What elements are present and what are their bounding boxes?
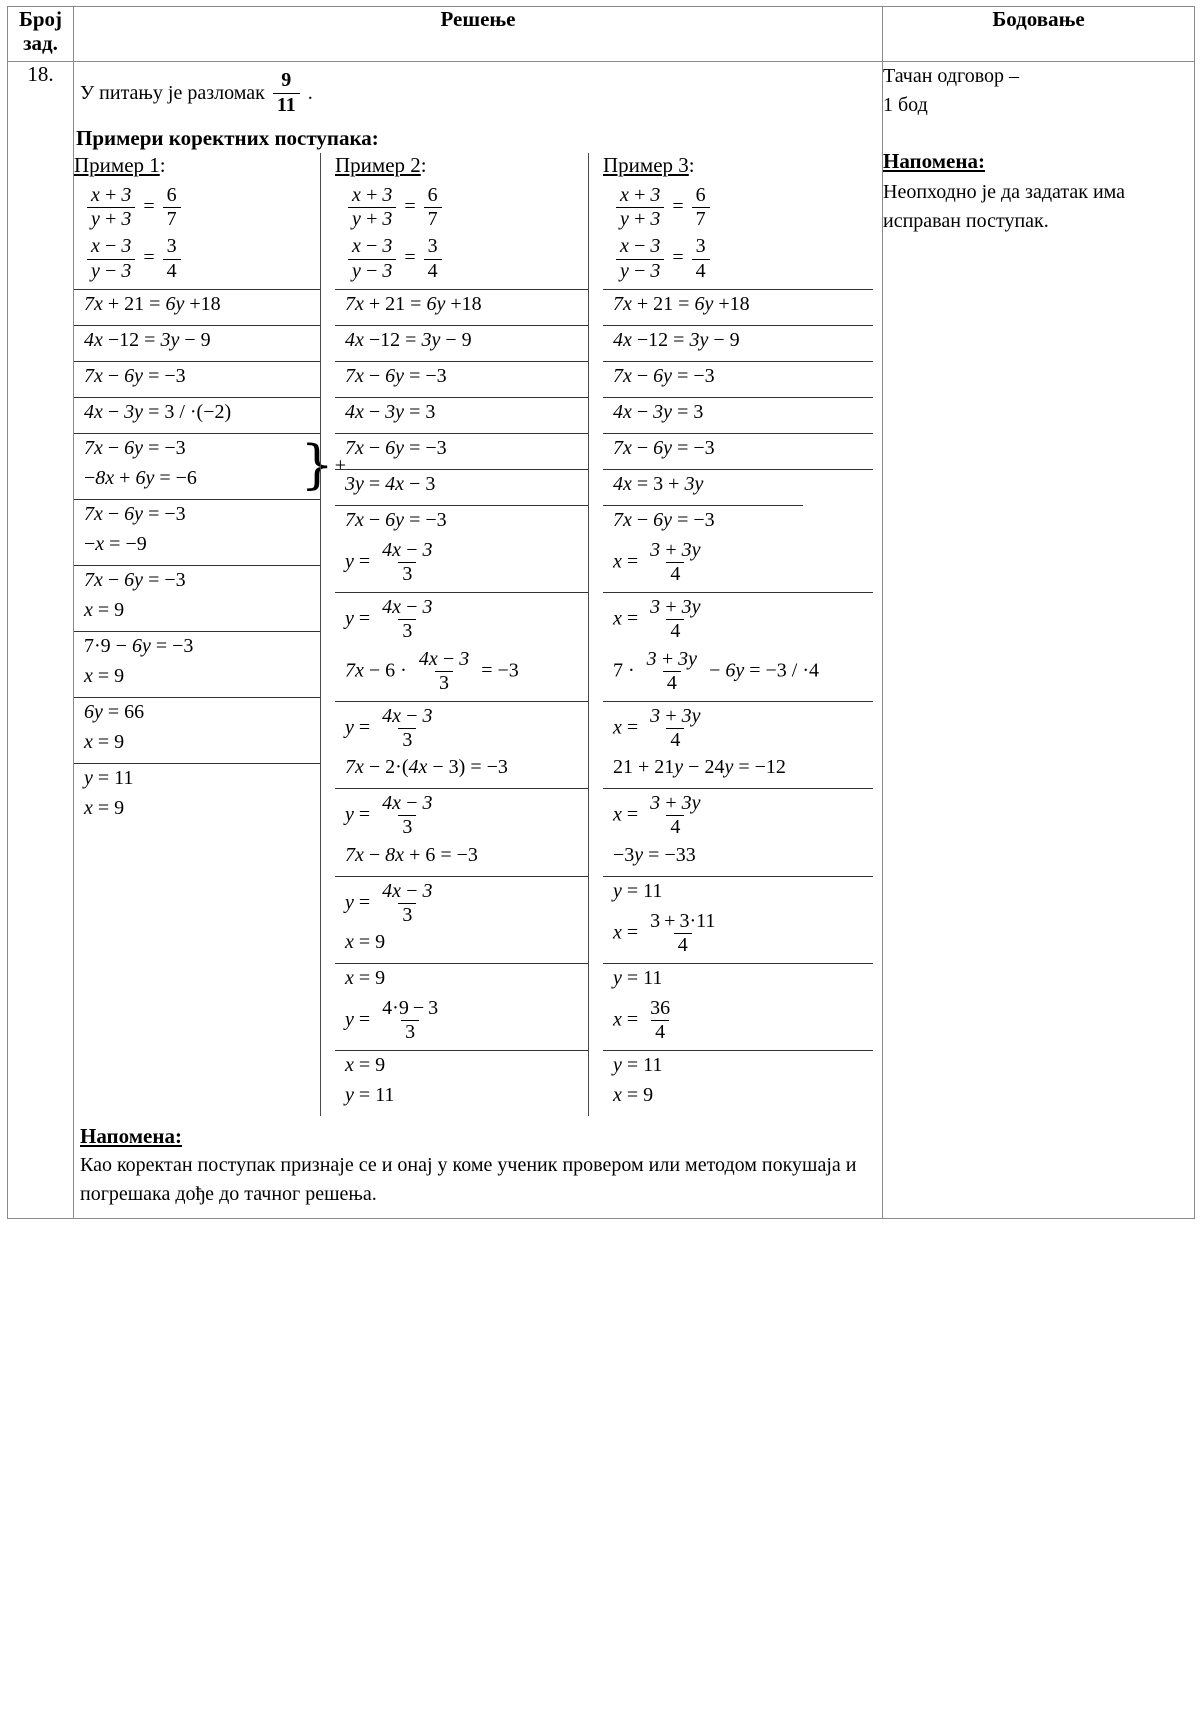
equation-line: y = 11	[345, 1084, 395, 1107]
column-header-scoring: Бодовање	[883, 7, 1195, 62]
equation-line: 7x − 6y = −3	[613, 364, 715, 387]
equation-line: $\frac{x + 3}{y + 3}$ = $\frac{6}{7}$	[74, 182, 320, 233]
task-number-header-line2: зад.	[23, 31, 58, 56]
step-group	[603, 434, 873, 470]
scoring-note-title: Напомена:	[883, 149, 985, 173]
step-group	[603, 506, 873, 593]
equation-line: −3y = −33	[613, 843, 696, 866]
step-group	[335, 1051, 588, 1116]
equation-line: y = $\frac{4x - 3}{3}$	[345, 596, 433, 643]
equation-line: 7x + 21 = 6y +18	[84, 292, 221, 315]
grading-table	[7, 6, 1195, 1219]
curly-brace-icon: }	[300, 435, 334, 496]
step-group	[603, 877, 873, 964]
equation-line: y = $\frac{4x - 3}{3}$	[345, 879, 433, 926]
equation-line: $\frac{x + 3}{y + 3}$ = $\frac{6}{7}$	[335, 182, 588, 233]
example-3-label-text: Пример 3	[603, 153, 689, 177]
equation-line: 7x − 6y = −3	[84, 436, 186, 459]
equation-line: x = 9	[84, 664, 125, 687]
example-1-label	[74, 153, 320, 178]
equation-line: 7x − 6y = −3	[84, 364, 186, 387]
example-3-steps	[603, 181, 873, 1116]
bottom-note-title-wrap	[80, 1124, 878, 1151]
example-1-column	[74, 153, 346, 1116]
step-group	[74, 290, 320, 326]
intro-fraction	[270, 70, 303, 115]
equation-line: $\frac{x + 3}{y + 3}$ = $\frac{6}{7}$	[603, 182, 873, 233]
equation-line: 4x − 3y = 3	[345, 400, 436, 423]
example-1-steps	[74, 181, 346, 829]
step-group	[603, 789, 873, 876]
scoring-note-title-wrap	[883, 146, 1194, 178]
step-group	[74, 764, 320, 829]
equation-line: x = $\frac{3 + 3y}{4}$	[613, 596, 701, 643]
bottom-note	[74, 1116, 882, 1218]
step-group	[335, 434, 588, 470]
equation-line: $\frac{x - 3}{y - 3}$ = $\frac{3}{4}$	[335, 233, 588, 284]
step-group	[603, 181, 873, 290]
example-2-label-text: Пример 2	[335, 153, 421, 177]
equation-line: 4x − 3y = 3 / ·(−2)	[84, 400, 232, 423]
example-2-steps	[335, 181, 588, 1116]
step-group	[335, 326, 588, 362]
intro-period: .	[307, 81, 313, 104]
example-1-label-colon: :	[159, 153, 166, 177]
equation-line: x = 9	[345, 931, 386, 953]
step-group	[335, 398, 588, 434]
intro-fraction-numerator: 9	[281, 69, 292, 92]
intro-fraction-denominator: 11	[273, 93, 300, 116]
step-group	[74, 500, 320, 566]
equation-line: x = 9	[345, 967, 386, 989]
task-number-cell: 18.	[8, 62, 74, 1219]
equation-line: 3y = 4x − 3	[345, 472, 436, 495]
equation-line: 4x −12 = 3y − 9	[613, 328, 740, 351]
correct-answer-line-2: 1 бод	[883, 94, 928, 116]
equation-line: x = 9	[84, 730, 125, 753]
equation-line: −8x + 6y = −6	[84, 466, 197, 489]
step-group	[335, 181, 588, 290]
equation-line: 4x −12 = 3y − 9	[345, 328, 472, 351]
step-group	[74, 566, 320, 632]
equation-line: 6y = 66	[84, 700, 145, 723]
step-group	[335, 702, 588, 789]
step-group	[335, 290, 588, 326]
step-group	[74, 698, 320, 764]
intro-line	[80, 66, 882, 120]
step-group	[74, 326, 320, 362]
equation-line: 21 + 21y − 24y = −12	[613, 756, 786, 779]
column-header-task-number	[8, 7, 74, 62]
step-group	[603, 702, 873, 789]
equation-line: x = $\frac{3 + 3y}{4}$	[613, 792, 701, 839]
example-2-label-colon: :	[420, 153, 427, 177]
equation-line: 7x − 6y = −3	[84, 502, 186, 525]
step-group	[74, 398, 320, 434]
equation-line: 7x − 6y = −3	[613, 508, 715, 531]
step-group	[74, 632, 320, 698]
step-group	[74, 362, 320, 398]
equation-line: x = 9	[613, 1084, 654, 1107]
equation-line: 7x + 21 = 6y +18	[613, 292, 750, 315]
equation-line: y = 11	[84, 766, 134, 789]
intro-text: У питању је разломак	[80, 81, 265, 104]
example-2-column	[320, 153, 588, 1116]
step-group	[603, 326, 873, 362]
scoring-cell	[883, 62, 1195, 1219]
equation-line: 7x − 2·(4x − 3) = −3	[345, 756, 508, 779]
equation-line: y = 11	[613, 967, 663, 989]
equation-line: x = 9	[84, 796, 125, 819]
step-group	[74, 181, 320, 290]
equation-line: 4x −12 = 3y − 9	[84, 328, 211, 351]
step-group	[335, 789, 588, 876]
equation-line: −x = −9	[84, 532, 147, 555]
step-group	[335, 362, 588, 398]
table-header-row	[8, 7, 1195, 62]
equation-line: 4x = 3 + 3y	[613, 472, 704, 495]
equation-line: y = $\frac{4\cdot 9 - 3}{3}$	[345, 997, 439, 1044]
equation-line: x = $\frac{3 + 3y}{4}$	[613, 538, 701, 585]
example-3-column	[588, 153, 873, 1116]
table-row	[8, 62, 1195, 1219]
step-group	[335, 593, 588, 702]
equation-line: 7x − 6y = −3	[345, 364, 447, 387]
equation-line: 7x − 6y = −3	[345, 508, 447, 531]
step-group	[335, 470, 588, 506]
equation-line: y = $\frac{4x - 3}{3}$	[345, 704, 433, 752]
correct-answer-line-1: Тачан одговор –	[883, 65, 1020, 87]
step-group	[335, 506, 588, 593]
equation-line: x = 9	[345, 1054, 386, 1077]
equation-line: 4x − 3y = 3	[613, 400, 704, 423]
equation-line: x = $\frac{3 + 3\cdot 11}{4}$	[613, 909, 716, 956]
bottom-note-text: Као коректан поступак признаје се и онај у коме ученик провером или методом покушаја и погрешака дође до тачног решења.	[80, 1154, 857, 1205]
equation-line: y = 11	[613, 1054, 663, 1077]
step-group	[335, 877, 588, 964]
equation-line: 7x − 6y = −3	[84, 568, 186, 591]
task-number-header-line1: Број	[18, 7, 63, 31]
examples-heading: Примери коректних поступака:	[76, 126, 379, 150]
step-group	[335, 964, 588, 1051]
equation-line: x = 9	[84, 598, 125, 621]
example-3-label	[603, 153, 873, 178]
equation-line: $\frac{x - 3}{y - 3}$ = $\frac{3}{4}$	[603, 233, 873, 284]
equation-line: $\frac{x - 3}{y - 3}$ = $\frac{3}{4}$	[74, 233, 320, 284]
scoring-spacer	[883, 120, 1194, 146]
equation-line: 7x + 21 = 6y +18	[345, 292, 482, 315]
equation-line: x = $\frac{3 + 3y}{4}$	[613, 704, 701, 752]
examples-columns	[74, 153, 882, 1116]
step-group	[603, 964, 873, 1051]
equation-line: 7·9 − 6y = −3	[84, 634, 194, 657]
step-group	[603, 398, 873, 434]
equation-line: 7x − 6y = −3	[613, 436, 715, 459]
scoring-note-text: Неопходно је да задатак има исправан поступак.	[883, 181, 1126, 232]
brace-operator: +	[334, 454, 346, 477]
equation-line: x = $\frac{36}{4}$	[613, 997, 671, 1044]
step-group-system	[74, 434, 346, 500]
example-3-label-colon: :	[688, 153, 695, 177]
equation-line: 7x − 6y = −3	[345, 436, 447, 459]
example-1-label-text: Пример 1	[74, 153, 160, 177]
example-2-label	[335, 153, 588, 178]
step-group	[603, 593, 873, 702]
equation-line: y = $\frac{4x - 3}{3}$	[345, 538, 433, 585]
solution-cell	[74, 62, 883, 1219]
step-group	[603, 1051, 873, 1116]
step-group	[603, 290, 873, 326]
bottom-note-title: Напомена:	[80, 1124, 182, 1149]
equation-line: y = 11	[613, 879, 663, 902]
equation-line: 7 · $\frac{3 + 3y}{4}$ − 6y = −3 / ·4	[613, 647, 820, 694]
step-group	[603, 362, 873, 398]
equation-line: 7x − 8x + 6 = −3	[345, 843, 478, 866]
step-group	[603, 470, 803, 506]
column-header-solution: Решење	[74, 7, 883, 62]
equation-line: y = $\frac{4x - 3}{3}$	[345, 792, 433, 839]
equation-line: 7x − 6 · $\frac{4x - 3}{3}$ = −3	[345, 647, 519, 694]
